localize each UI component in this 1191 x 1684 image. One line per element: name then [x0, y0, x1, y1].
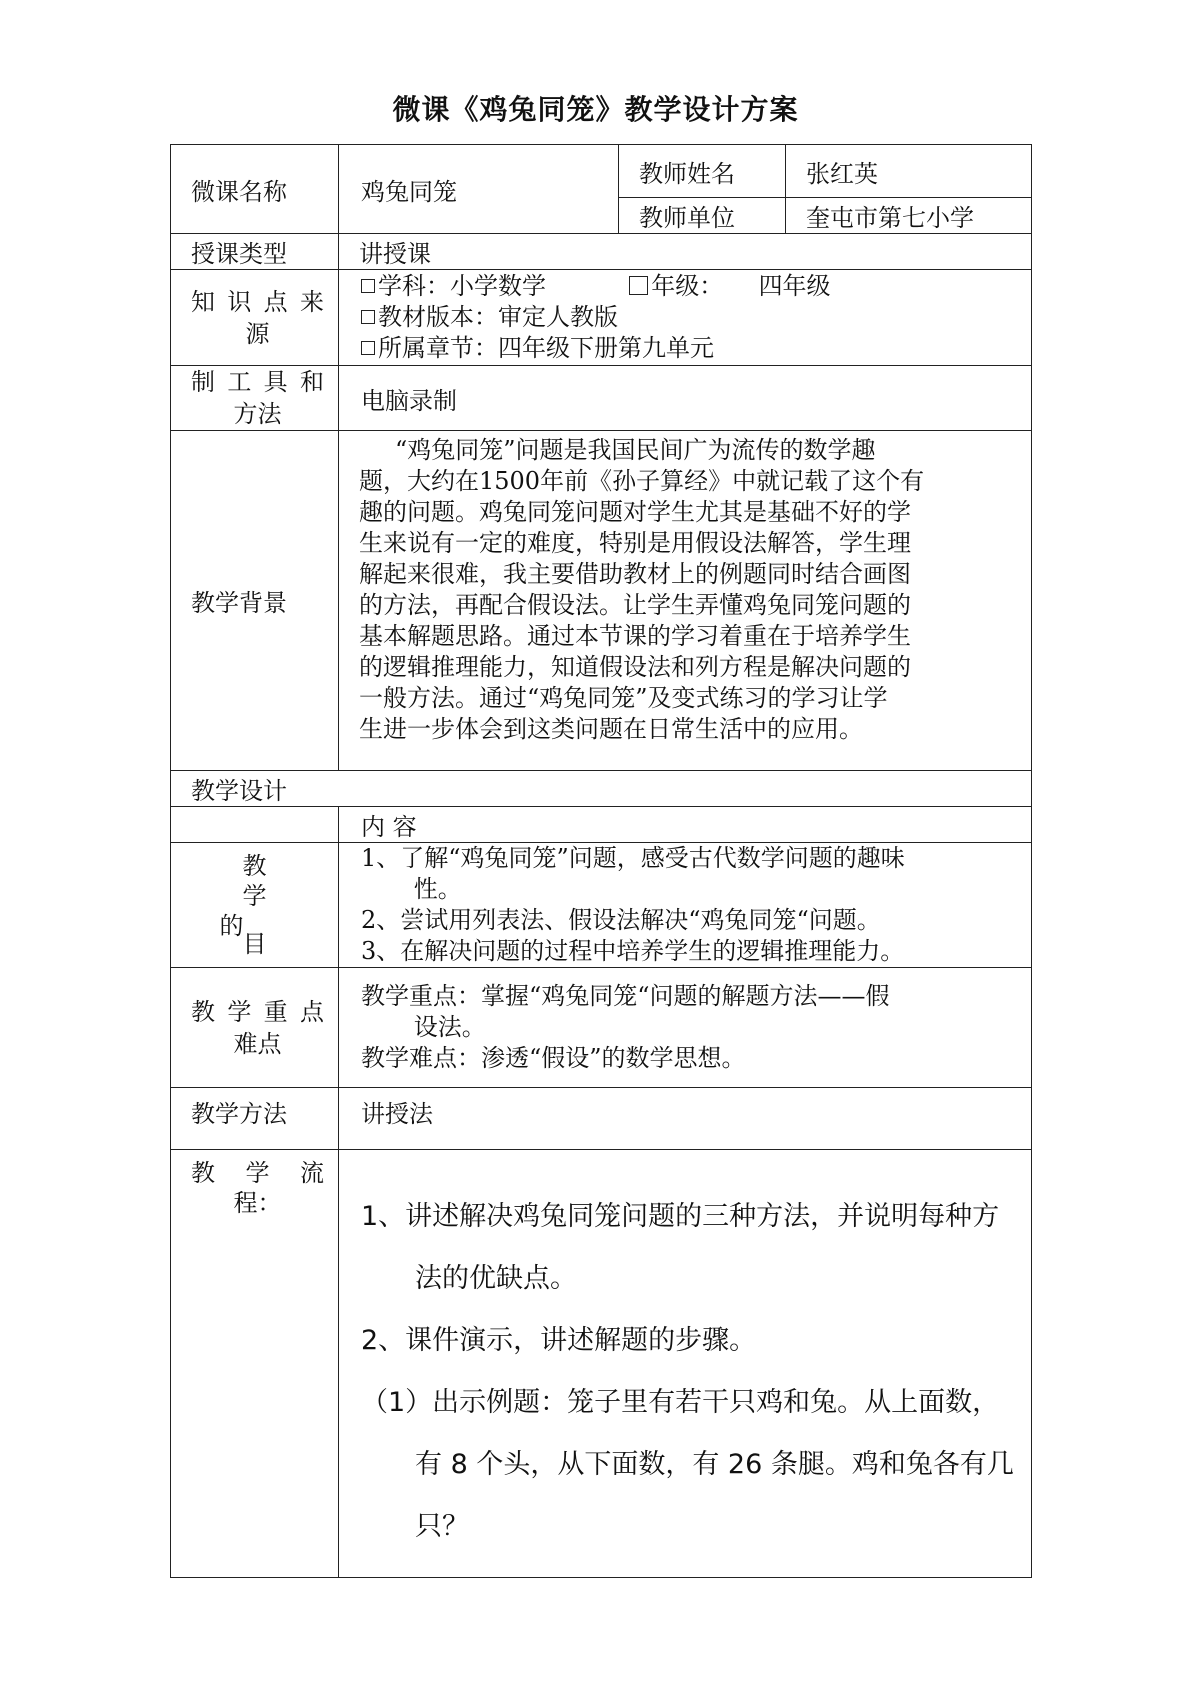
flow-label: [171, 1150, 339, 1578]
textbook-text: 教材版本：审定人教版: [378, 303, 618, 331]
flow-content: [339, 1150, 1032, 1578]
background-line: 题，大约在1500年前《孙子算经》中就记载了这个有: [359, 467, 925, 495]
checkbox-icon: [629, 276, 648, 295]
design-label: 教学设计: [171, 771, 1032, 807]
row-goals: [171, 843, 1032, 968]
flow-line: 只？: [415, 1511, 469, 1542]
row-content-header: [171, 807, 1032, 843]
content-header-blank: [171, 807, 339, 843]
background-line: 基本解题思路。通过本节课的学习着重在于培养学生: [359, 622, 911, 650]
background-text: [339, 431, 1032, 771]
row-background: [171, 431, 1032, 771]
row-tools: [171, 366, 1032, 431]
key-points-label: [171, 968, 339, 1088]
lesson-type-label: 授课类型: [171, 234, 339, 270]
key-point-line: 设法。: [413, 1013, 486, 1041]
row-knowledge-source: [171, 270, 1032, 366]
grade-value: 四年级: [758, 272, 831, 300]
flow-line: 1、讲述解决鸡兔同笼问题的三种方法，并说明每种方: [361, 1201, 1000, 1232]
key-points-content: [339, 968, 1032, 1088]
goals-label-char: 目: [242, 930, 267, 958]
row-flow: [171, 1150, 1032, 1578]
row-lesson-type: [171, 234, 1032, 270]
grade-label: 年级：: [651, 272, 724, 300]
background-label: 教学背景: [171, 431, 339, 771]
flow-line: 有 8 个头，从下面数，有 26 条腿。鸡和兔各有几: [415, 1449, 1014, 1480]
goal-item: 2、尝试用列表法、假设法解决“鸡兔同笼“问题。: [361, 906, 881, 934]
teacher-unit-label: 教师单位: [619, 198, 786, 234]
tools-label-line1: 制工具和: [191, 368, 324, 396]
flow-line: 法的优缺点。: [415, 1263, 577, 1294]
background-line: 生来说有一定的难度，特别是用假设法解答，学生理: [359, 529, 911, 557]
teacher-name-label: 教师姓名: [619, 145, 786, 198]
background-line: “鸡兔同笼”问题是我国民间广为流传的数学趣: [395, 436, 876, 464]
lesson-type-value: 讲授课: [339, 234, 1032, 270]
background-line: 一般方法。通过“鸡兔同笼”及变式练习的学习让学: [359, 684, 888, 712]
teacher-unit-value: 奎屯市第七小学: [786, 198, 1032, 234]
background-line: 的方法，再配合假设法。让学生弄懂鸡兔同笼问题的: [359, 591, 911, 619]
row-key-points: [171, 968, 1032, 1088]
checkbox-icon: [361, 341, 375, 355]
key-point-line: 教学重点：掌握“鸡兔同笼“问题的解题方法——假: [361, 982, 890, 1010]
knowledge-source-label-line1: 知识点来: [191, 287, 324, 316]
lesson-design-table: [170, 144, 1032, 1578]
method-label: 教学方法: [171, 1088, 339, 1150]
teacher-name-value: 张红英: [786, 145, 1032, 198]
flow-line: （1）出示例题：笼子里有若干只鸡和兔。从上面数，: [361, 1387, 1000, 1418]
background-line: 解起来很难，我主要借助教材上的例题同时结合画图: [359, 560, 911, 588]
row-course-name: [171, 145, 1032, 198]
textbook-line: [361, 302, 1031, 333]
row-design-header: [171, 771, 1032, 807]
goal-item: 性。: [413, 875, 462, 903]
course-name-value: 鸡兔同笼: [339, 145, 619, 234]
chapter-text: 所属章节：四年级下册第九单元: [378, 334, 714, 362]
flow-label-line2: 程：: [233, 1189, 282, 1217]
background-line: 生进一步体会到这类问题在日常生活中的应用。: [359, 715, 863, 743]
knowledge-source-label-line2: 源: [245, 319, 270, 348]
goals-content: [339, 843, 1032, 968]
flow-line: 2、课件演示，讲述解题的步骤。: [361, 1325, 757, 1356]
chapter-line: [361, 333, 1031, 364]
background-line: 趣的问题。鸡兔同笼问题对学生尤其是基础不好的学: [359, 498, 911, 526]
goals-label-char: 学: [242, 882, 267, 910]
course-name-label: 微课名称: [171, 145, 339, 234]
row-method: [171, 1088, 1032, 1150]
content-header: 内 容: [339, 807, 1032, 843]
subject-text: 学科：小学数学: [378, 272, 546, 300]
tools-value: 电脑录制: [339, 366, 1032, 431]
tools-label: [171, 366, 339, 431]
goals-label: [171, 843, 339, 968]
goal-item: 3、在解决问题的过程中培养学生的逻辑推理能力。: [361, 937, 905, 965]
checkbox-icon: [361, 310, 375, 324]
tools-label-line2: 方法: [233, 400, 282, 428]
checkbox-icon: [361, 279, 375, 293]
goals-label-char: 的: [219, 912, 244, 940]
knowledge-source-content: [339, 270, 1032, 366]
subject-grade-line: [361, 271, 1031, 302]
knowledge-source-label: [171, 270, 339, 366]
key-points-label-line2: 难点: [233, 1029, 282, 1058]
document-title: 微课《鸡兔同笼》教学设计方案: [392, 93, 799, 126]
flow-label-line1: 教学流: [191, 1159, 324, 1187]
key-points-label-line1: 教学重点: [191, 997, 324, 1026]
goals-label-char: 教: [242, 852, 267, 880]
goal-item: 1、了解“鸡兔同笼”问题，感受古代数学问题的趣味: [361, 844, 905, 872]
method-value: 讲授法: [339, 1088, 1032, 1150]
background-line: 的逻辑推理能力，知道假设法和列方程是解决问题的: [359, 653, 911, 681]
key-point-line: 教学难点：渗透“假设”的数学思想。: [361, 1044, 746, 1072]
